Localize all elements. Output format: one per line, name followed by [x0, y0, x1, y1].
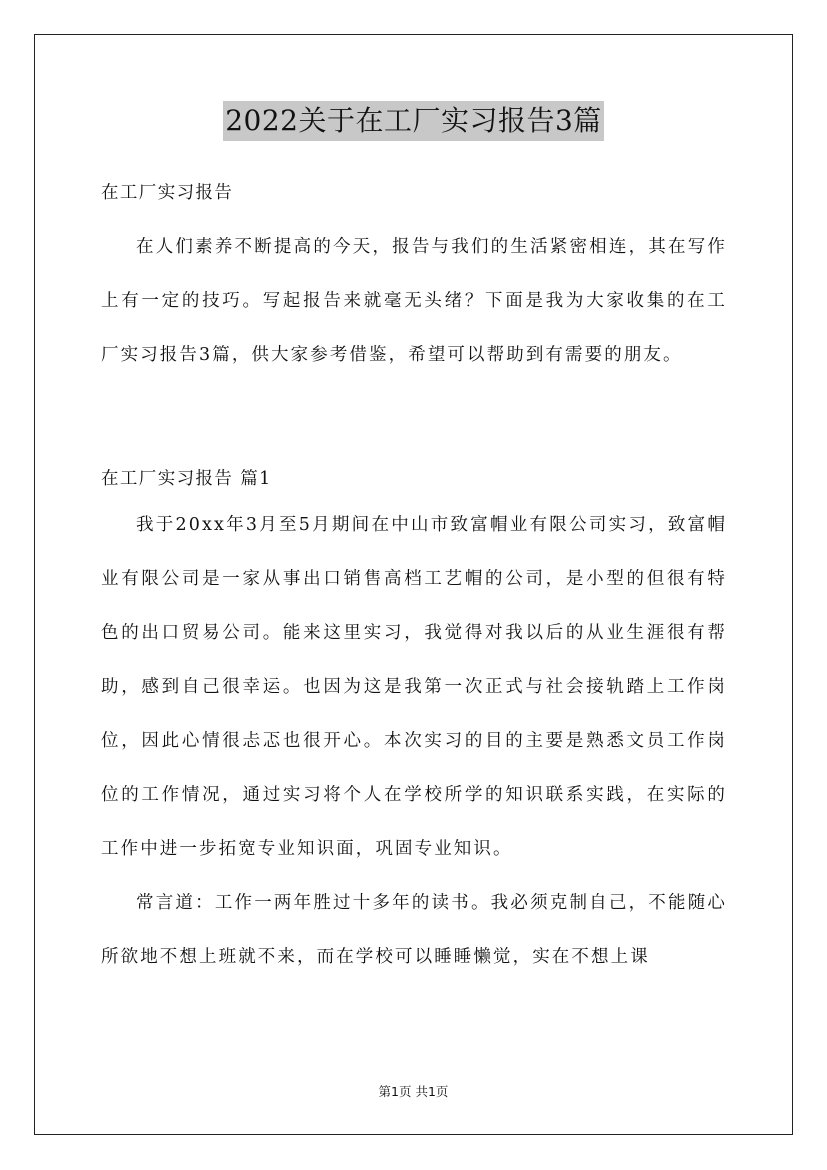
- page-footer: 第1页 共1页: [378, 1084, 449, 1099]
- intro-paragraph: 在人们素养不断提高的今天，报告与我们的生活紧密相连，其在写作上有一定的技巧。写起报告来就毫无头绪？下面是我为大家收集的在工厂实习报告3篇，供大家参考借鉴，希望可以帮助到有需要的朋友。: [101, 237, 727, 365]
- body-paragraph: 我于20xx年3月至5月期间在中山市致富帽业有限公司实习，致富帽业有限公司是一家从事出口销售高档工艺帽的公司，是小型的但很有特色的出口贸易公司。能来这里实习，我觉得对我以后的从业生涯很有帮助，感到自己很幸运。也因为这是我第一次正式与社会接轨踏上工作岗位，因此心情很忐忑也很开心。本次实习的目的主要是熟悉文员工作岗位的工作情况，通过实习将个人在学校所学的知识联系实践，在实际的工作中进一步拓宽专业知识面，巩固专业知识。: [101, 515, 727, 859]
- title-container: [0, 101, 827, 141]
- section-heading: 在工厂实习报告 篇1: [101, 469, 272, 489]
- document-body: [101, 174, 727, 984]
- document-title: 2022关于在工厂实习报告3篇: [223, 101, 604, 141]
- body-paragraph: 常言道：工作一两年胜过十多年的读书。我必须克制自己，不能随心所欲地不想上班就不来，而在学校可以睡睡懒觉，实在不想上课: [101, 893, 727, 967]
- intro-heading: 在工厂实习报告: [101, 183, 234, 203]
